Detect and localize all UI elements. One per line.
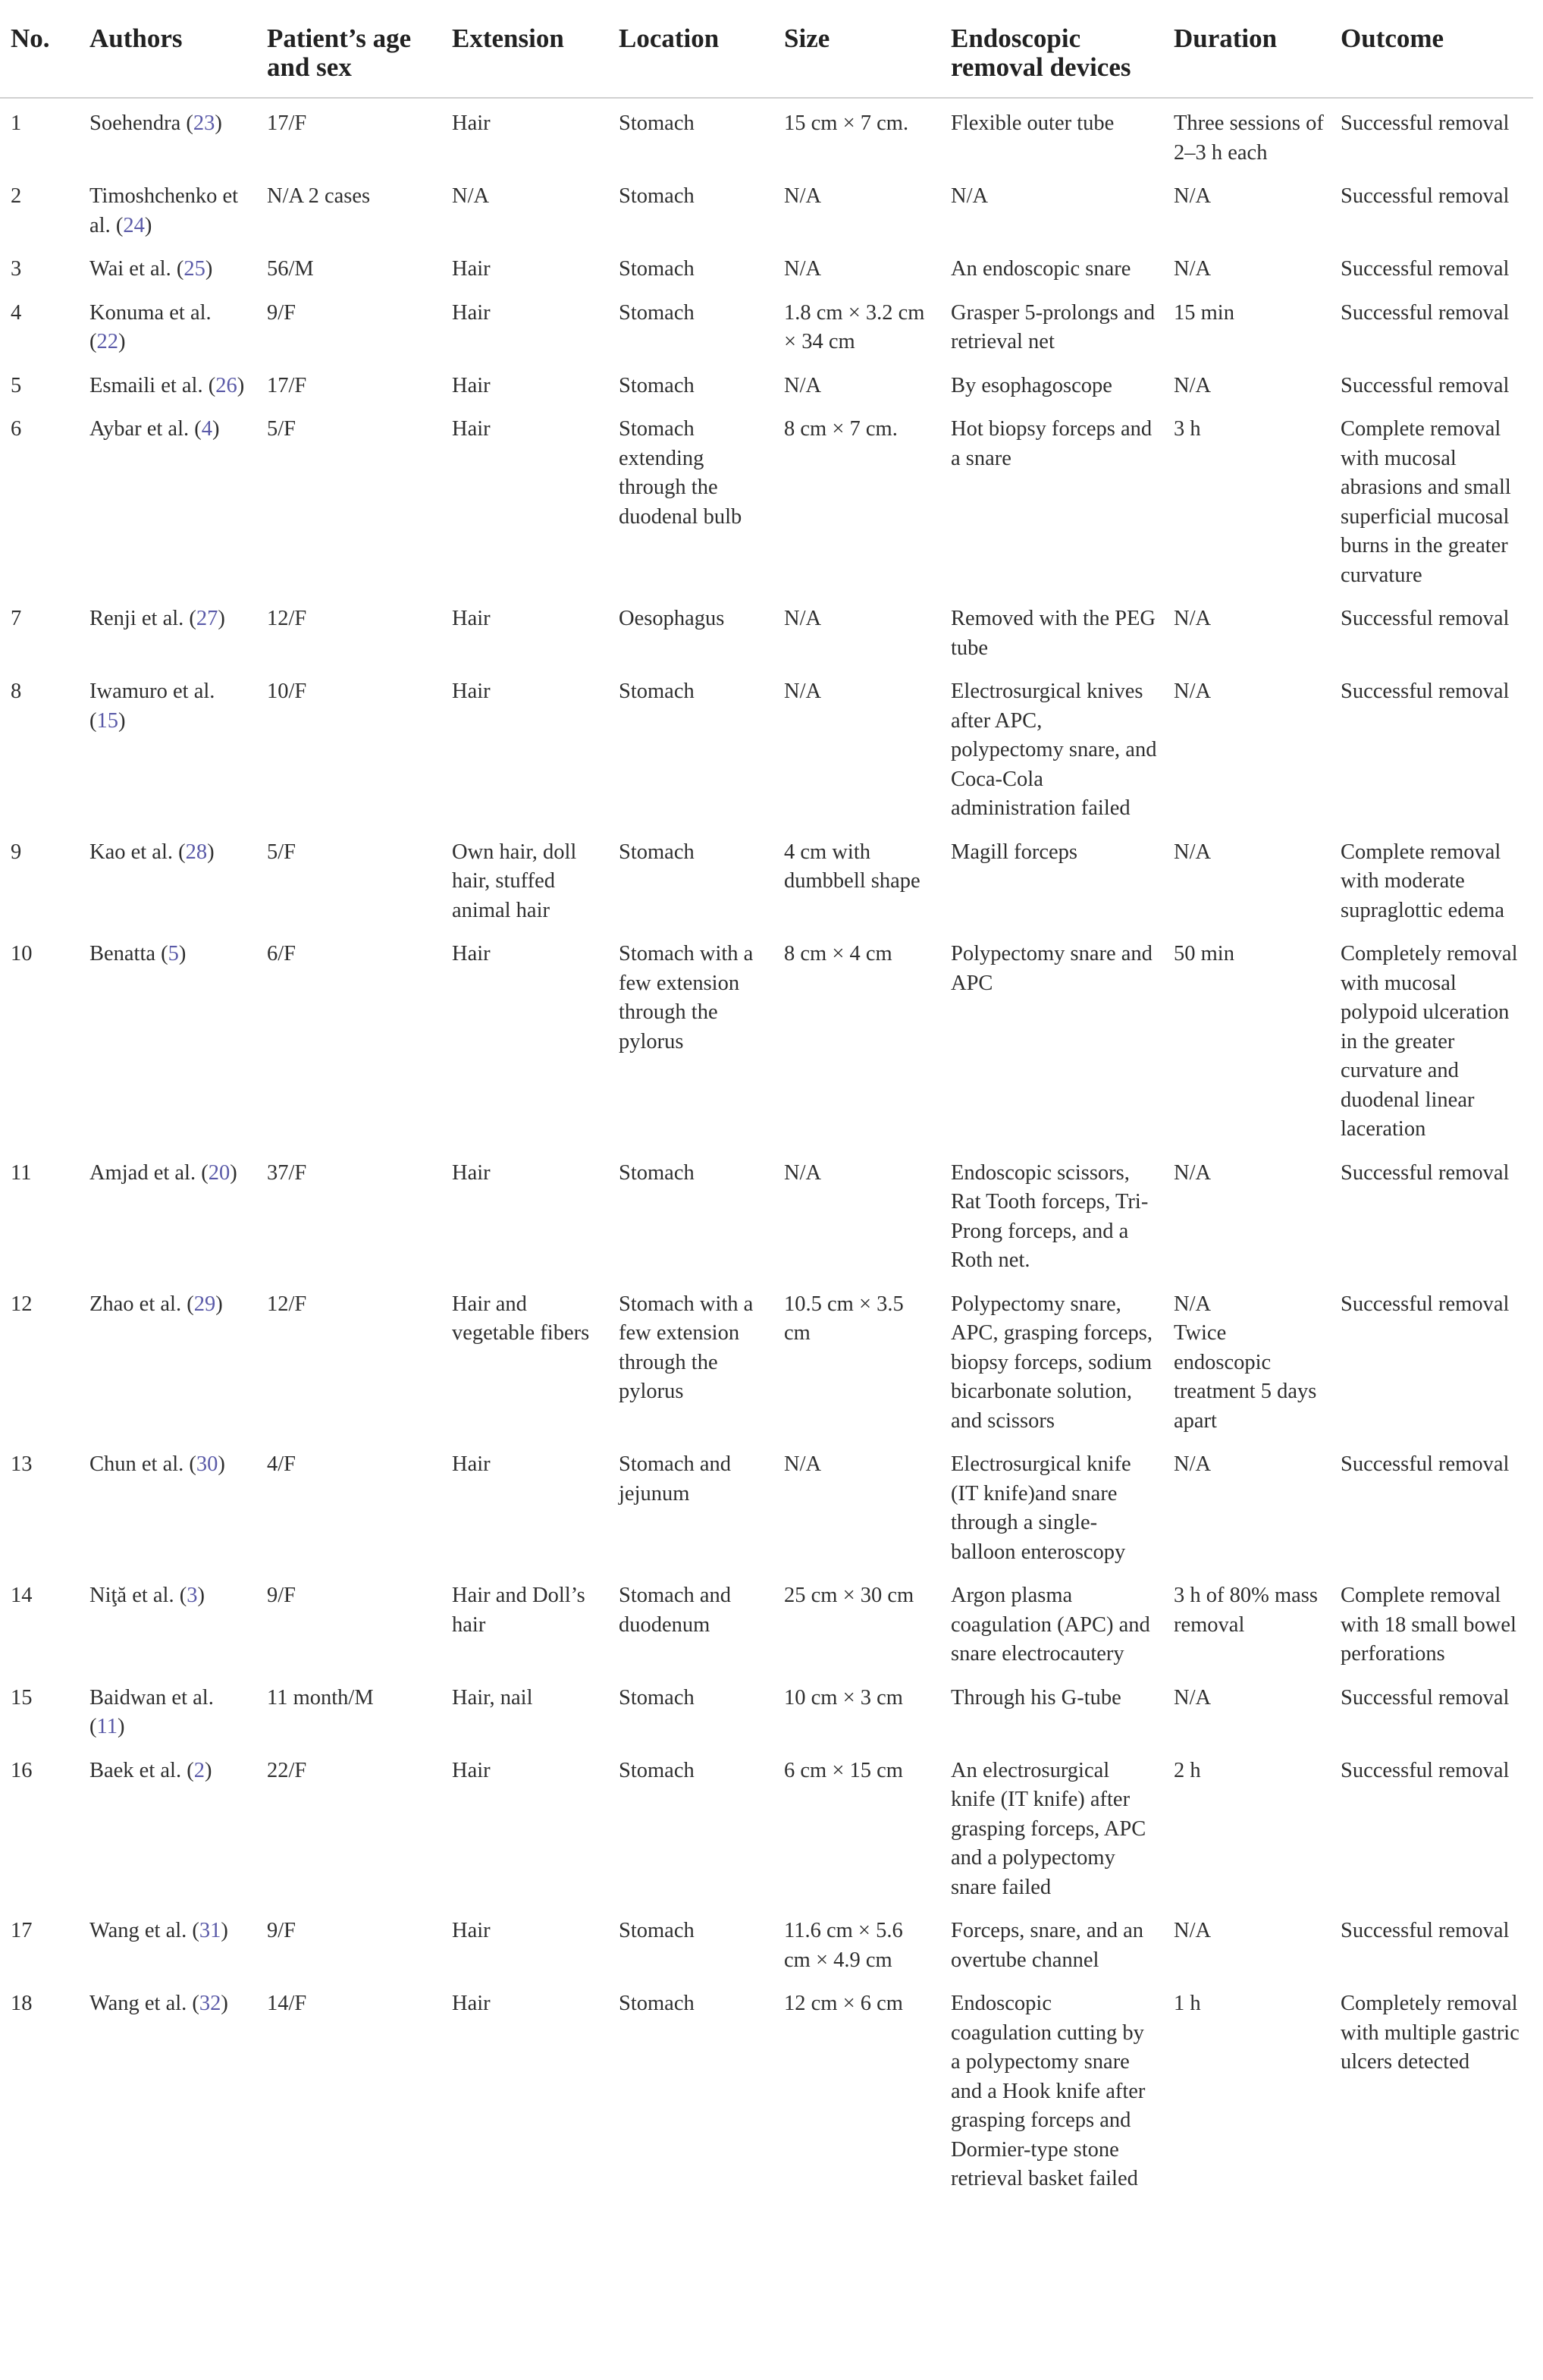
col-header-duration: Duration (1163, 0, 1330, 98)
cell-extension: Hair, nail (452, 1685, 533, 1710)
cell-age-sex: 5/F (267, 417, 296, 441)
cell-no: 7 (11, 607, 22, 630)
cell-author: Niţă et al. (3) (89, 1584, 205, 1607)
cell-location: Stomach (619, 111, 695, 135)
col-header-outcome: Outcome (1330, 0, 1533, 98)
cell-duration: N/A (1174, 607, 1212, 630)
reference-link[interactable]: 11 (96, 1715, 118, 1738)
table-row (0, 667, 1533, 827)
cell-size: 15 cm × 7 cm. (784, 111, 909, 135)
cell-no: 5 (11, 373, 22, 397)
cell-author: Timoshchenko et al. (24) (89, 184, 239, 237)
cell-size: 6 cm × 15 cm (784, 1758, 903, 1782)
cell-duration: 15 min (1174, 300, 1234, 325)
cell-author: Wang et al. (32) (89, 1992, 228, 2015)
cell-size: N/A (784, 373, 822, 397)
author-name: Renji et al. (89, 607, 184, 630)
author-name: Zhao et al. (89, 1292, 182, 1316)
cell-size: 11.6 cm × 5.6 cm × 4.9 cm (784, 1919, 903, 1972)
cell-extension: Hair (452, 607, 491, 630)
table-row (0, 1571, 1533, 1673)
cell-devices: Magill forceps (951, 840, 1077, 864)
reference-link[interactable]: 4 (201, 417, 212, 441)
cell-outcome: Completely removal with mucosal polypoid ulceration in the greater curvature and duodenal linear laceration (1341, 942, 1518, 1141)
cell-devices: Electrosurgical knives after APC, polypectomy snare, and Coca-Cola administration failed (951, 680, 1157, 820)
table-row (0, 171, 1533, 244)
table-body (0, 98, 1533, 2198)
cell-author: Chun et al. (30) (89, 1452, 225, 1476)
cell-outcome: Successful removal (1341, 184, 1510, 208)
cell-extension: Hair (452, 300, 491, 325)
author-name: Wang et al. (89, 1992, 187, 2015)
cell-no: 14 (11, 1584, 33, 1607)
cell-author: Baidwan et al. (11) (89, 1685, 214, 1738)
cell-location: Stomach extending through the duodenal bulb (619, 417, 742, 529)
cell-location: Stomach with a few extension through the pylorus (619, 1292, 754, 1403)
cell-duration: N/A (1174, 1452, 1212, 1476)
cell-duration: 1 h (1174, 1992, 1201, 2015)
col-header-size: Size (773, 0, 940, 98)
cell-no: 12 (11, 1292, 33, 1316)
reference-link[interactable]: 30 (196, 1452, 218, 1476)
cell-location: Stomach (619, 840, 695, 864)
cell-outcome: Successful removal (1341, 111, 1510, 135)
author-name: Iwamuro et al. (89, 680, 215, 703)
cell-location: Oesophagus (619, 607, 725, 630)
cell-extension: Hair (452, 1452, 491, 1476)
cell-extension: N/A (452, 184, 490, 208)
cell-location: Stomach (619, 373, 695, 397)
cell-size: 8 cm × 4 cm (784, 942, 892, 966)
table-row (0, 288, 1533, 361)
author-name: Aybar et al. (89, 417, 190, 441)
cell-age-sex: 5/F (267, 840, 296, 864)
cell-no: 8 (11, 680, 22, 703)
cell-location: Stomach (619, 1160, 695, 1185)
reference-link[interactable]: 29 (193, 1292, 216, 1316)
reference-link[interactable]: 32 (199, 1992, 221, 2015)
cell-no: 2 (11, 184, 22, 208)
cell-extension: Hair and vegetable fibers (452, 1292, 590, 1345)
cell-extension: Hair (452, 942, 491, 966)
col-header-authors: Authors (79, 0, 256, 98)
cell-duration: N/A (1174, 373, 1212, 397)
cell-outcome: Completely removal with multiple gastric ulcers detected (1341, 1992, 1519, 2074)
cell-outcome: Successful removal (1341, 680, 1510, 703)
cell-devices: Endoscopic coagulation cutting by a polypectomy snare and a Hook knife after grasping forceps and Dormier-type stone retrieval basket failed (951, 1992, 1146, 2190)
author-name: Niţă et al. (89, 1584, 174, 1607)
cell-size: N/A (784, 1452, 822, 1476)
cell-outcome: Successful removal (1341, 300, 1510, 325)
table-row (0, 361, 1533, 405)
cell-no: 6 (11, 417, 22, 441)
cell-size: 10.5 cm × 3.5 cm (784, 1292, 904, 1345)
cell-duration: N/A (1174, 184, 1212, 208)
cell-author: Soehendra (23) (89, 111, 222, 135)
cell-size: 25 cm × 30 cm (784, 1584, 914, 1607)
cell-no: 11 (11, 1160, 32, 1185)
cell-no: 15 (11, 1685, 33, 1710)
table-row (0, 1440, 1533, 1571)
cell-devices: By esophagoscope (951, 373, 1112, 397)
cell-age-sex: 56/M (267, 257, 314, 281)
cell-author: Esmaili et al. (26) (89, 373, 245, 397)
cell-size: 12 cm × 6 cm (784, 1992, 903, 2015)
cell-size: N/A (784, 607, 822, 630)
cell-extension: Hair (452, 373, 491, 397)
cell-size: 8 cm × 7 cm. (784, 417, 898, 441)
cell-location: Stomach (619, 680, 695, 703)
author-name: Wang et al. (89, 1919, 187, 1942)
cell-age-sex: 11 month/M (267, 1685, 374, 1710)
cell-age-sex: 17/F (267, 111, 307, 135)
cell-extension: Hair (452, 1919, 491, 1942)
author-name: Chun et al. (89, 1452, 184, 1476)
cell-outcome: Successful removal (1341, 1160, 1510, 1185)
cell-age-sex: 9/F (267, 1919, 296, 1942)
cell-age-sex: 9/F (267, 1584, 296, 1607)
cell-author: Benatta (5) (89, 942, 187, 966)
table-row (0, 244, 1533, 288)
table-row (0, 929, 1533, 1148)
cell-author: Iwamuro et al. (15) (89, 680, 215, 733)
cell-no: 3 (11, 257, 22, 281)
cell-location: Stomach and jejunum (619, 1452, 732, 1506)
cell-size: N/A (784, 1160, 822, 1185)
cell-age-sex: 14/F (267, 1992, 307, 2015)
author-name: Esmaili et al. (89, 373, 203, 397)
cell-size: 4 cm with dumbbell shape (784, 840, 920, 893)
table-row (0, 1979, 1533, 2198)
cell-devices: Forceps, snare, and an overtube channel (951, 1919, 1144, 1972)
author-name: Amjad et al. (89, 1160, 196, 1185)
header-row (0, 0, 1533, 98)
cell-author: Zhao et al. (29) (89, 1292, 223, 1316)
cell-location: Stomach (619, 1919, 695, 1942)
cell-outcome: Complete removal with moderate supraglottic edema (1341, 840, 1505, 922)
cell-outcome: Successful removal (1341, 373, 1510, 397)
cell-duration: Three sessions of 2–3 h each (1174, 111, 1324, 165)
cell-devices: An endoscopic snare (951, 257, 1131, 281)
table-row (0, 98, 1533, 171)
cell-author: Baek et al. (2) (89, 1758, 212, 1782)
author-name: Baek et al. (89, 1758, 182, 1782)
cell-age-sex: 6/F (267, 942, 296, 966)
cell-extension: Hair (452, 1758, 491, 1782)
cell-author: Renji et al. (27) (89, 607, 225, 630)
cell-outcome: Complete removal with mucosal abrasions and small superficial mucosal burns in the greater curvature (1341, 417, 1511, 587)
cell-devices: Grasper 5-prolongs and retrieval net (951, 300, 1156, 353)
cell-duration: N/A (1174, 257, 1212, 281)
cell-no: 9 (11, 840, 22, 864)
cell-age-sex: 12/F (267, 1292, 307, 1316)
cell-devices: Electrosurgical knife (IT knife)and snare through a single-balloon enteroscopy (951, 1452, 1131, 1564)
cell-duration: 50 min (1174, 942, 1234, 966)
cell-age-sex: 4/F (267, 1452, 296, 1476)
cell-devices: Through his G-tube (951, 1685, 1121, 1710)
cell-location: Stomach (619, 300, 695, 325)
cell-age-sex: 37/F (267, 1160, 307, 1185)
cell-extension: Hair (452, 257, 491, 281)
cell-size: N/A (784, 680, 822, 703)
cell-size: N/A (784, 257, 822, 281)
cell-duration: N/A (1174, 1685, 1212, 1710)
cell-age-sex: 22/F (267, 1758, 307, 1782)
cell-outcome: Successful removal (1341, 1758, 1510, 1782)
cell-location: Stomach (619, 257, 695, 281)
cell-size: 10 cm × 3 cm (784, 1685, 903, 1710)
cell-devices: N/A (951, 184, 989, 208)
cell-outcome: Complete removal with 18 small bowel perforations (1341, 1584, 1516, 1666)
cell-extension: Hair (452, 1160, 491, 1185)
cell-author: Amjad et al. (20) (89, 1160, 237, 1185)
cell-age-sex: 12/F (267, 607, 307, 630)
author-name: Kao et al. (89, 840, 173, 864)
reference-link[interactable]: 28 (185, 840, 208, 864)
reference-link[interactable]: 22 (96, 330, 118, 353)
cell-devices: An electrosurgical knife (IT knife) after grasping forceps, APC and a polypectomy snare failed (951, 1758, 1146, 1899)
cell-no: 17 (11, 1919, 33, 1942)
author-name: Konuma et al. (89, 300, 212, 325)
cell-extension: Hair (452, 1992, 491, 2015)
reference-link[interactable]: 31 (199, 1919, 221, 1942)
cell-author: Kao et al. (28) (89, 840, 215, 864)
cell-location: Stomach with a few extension through the pylorus (619, 942, 754, 1053)
cell-devices: Hot biopsy forceps and a snare (951, 417, 1153, 470)
cell-age-sex: 9/F (267, 300, 296, 325)
cell-size: 1.8 cm × 3.2 cm × 34 cm (784, 300, 925, 353)
author-name: Soehendra (89, 111, 181, 135)
cell-location: Stomach (619, 1992, 695, 2015)
cell-devices: Argon plasma coagulation (APC) and snare electrocautery (951, 1584, 1150, 1666)
cell-size: N/A (784, 184, 822, 208)
col-header-location: Location (608, 0, 773, 98)
table-row (0, 1279, 1533, 1440)
cell-devices: Removed with the PEG tube (951, 607, 1156, 660)
cell-duration: N/A (1174, 840, 1212, 864)
cell-age-sex: N/A 2 cases (267, 184, 371, 208)
cell-location: Stomach (619, 1685, 695, 1710)
cell-no: 4 (11, 300, 22, 325)
cell-outcome: Successful removal (1341, 1292, 1510, 1316)
table-row (0, 827, 1533, 930)
reference-link[interactable]: 27 (196, 607, 218, 630)
table-row (0, 1746, 1533, 1907)
reference-link[interactable]: 15 (96, 708, 118, 733)
col-header-no: No. (0, 0, 79, 98)
cell-location: Stomach and duodenum (619, 1584, 732, 1637)
reference-link[interactable]: 20 (208, 1160, 231, 1185)
cell-no: 10 (11, 942, 33, 966)
cell-extension: Own hair, doll hair, stuffed animal hair (452, 840, 577, 922)
table-row (0, 1148, 1533, 1279)
cell-devices: Flexible outer tube (951, 111, 1115, 135)
cell-outcome: Successful removal (1341, 1919, 1510, 1942)
cell-duration: 3 h (1174, 417, 1201, 441)
cell-duration: N/A (1174, 1919, 1212, 1942)
table-row (0, 1906, 1533, 1979)
author-name: Baidwan et al. (89, 1685, 214, 1710)
cell-no: 18 (11, 1992, 33, 2015)
cell-author: Wai et al. (25) (89, 257, 213, 281)
cell-no: 16 (11, 1758, 33, 1782)
cell-no: 1 (11, 111, 22, 135)
cell-author: Wang et al. (31) (89, 1919, 228, 1942)
cell-author: Konuma et al. (22) (89, 300, 212, 353)
cell-devices: Polypectomy snare, APC, grasping forceps, biopsy forceps, sodium bicarbonate solution, and scissors (951, 1292, 1153, 1433)
cell-no: 13 (11, 1452, 33, 1476)
reference-link[interactable]: 23 (193, 111, 215, 135)
cell-devices: Endoscopic scissors, Rat Tooth forceps, Tri-Prong forceps, and a Roth net. (951, 1160, 1149, 1272)
duration-note: Twice endoscopic treatment 5 days apart (1174, 1321, 1317, 1433)
duration-value: N/A (1174, 1292, 1212, 1316)
table-row (0, 404, 1533, 594)
reference-link[interactable]: 5 (168, 942, 179, 966)
cell-duration: N/A (1174, 680, 1212, 703)
cell-outcome: Successful removal (1341, 1452, 1510, 1476)
cell-age-sex: 17/F (267, 373, 307, 397)
reference-link[interactable]: 2 (193, 1758, 205, 1782)
reference-link[interactable]: 26 (215, 373, 237, 397)
table-row (0, 594, 1533, 667)
cell-duration: 2 h (1174, 1758, 1201, 1782)
col-header-age-sex: Patient’s age and sex (256, 0, 441, 98)
col-header-devices: Endoscopic removal devices (940, 0, 1163, 98)
cell-age-sex: 10/F (267, 680, 307, 703)
cell-devices: Polypectomy snare and APC (951, 942, 1153, 995)
cell-location: Stomach (619, 1758, 695, 1782)
cell-extension: Hair (452, 111, 491, 135)
cell-extension: Hair and Doll’s hair (452, 1584, 585, 1637)
cell-outcome: Successful removal (1341, 1685, 1510, 1710)
cell-duration (1163, 1279, 1330, 1440)
table-row (0, 1673, 1533, 1746)
reference-link[interactable]: 25 (183, 257, 205, 281)
author-name: Timoshchenko et al. (89, 184, 239, 237)
author-name: Wai et al. (89, 257, 171, 281)
reference-link[interactable]: 24 (123, 213, 145, 237)
cell-extension: Hair (452, 417, 491, 441)
cell-outcome: Successful removal (1341, 607, 1510, 630)
cell-extension: Hair (452, 680, 491, 703)
cell-author: Aybar et al. (4) (89, 417, 220, 441)
cell-duration: 3 h of 80% mass removal (1174, 1584, 1318, 1637)
cell-outcome: Successful removal (1341, 257, 1510, 281)
cell-duration: N/A (1174, 1160, 1212, 1185)
cell-location: Stomach (619, 184, 695, 208)
col-header-extension: Extension (441, 0, 608, 98)
reference-link[interactable]: 3 (187, 1584, 198, 1607)
author-name: Benatta (89, 942, 156, 966)
